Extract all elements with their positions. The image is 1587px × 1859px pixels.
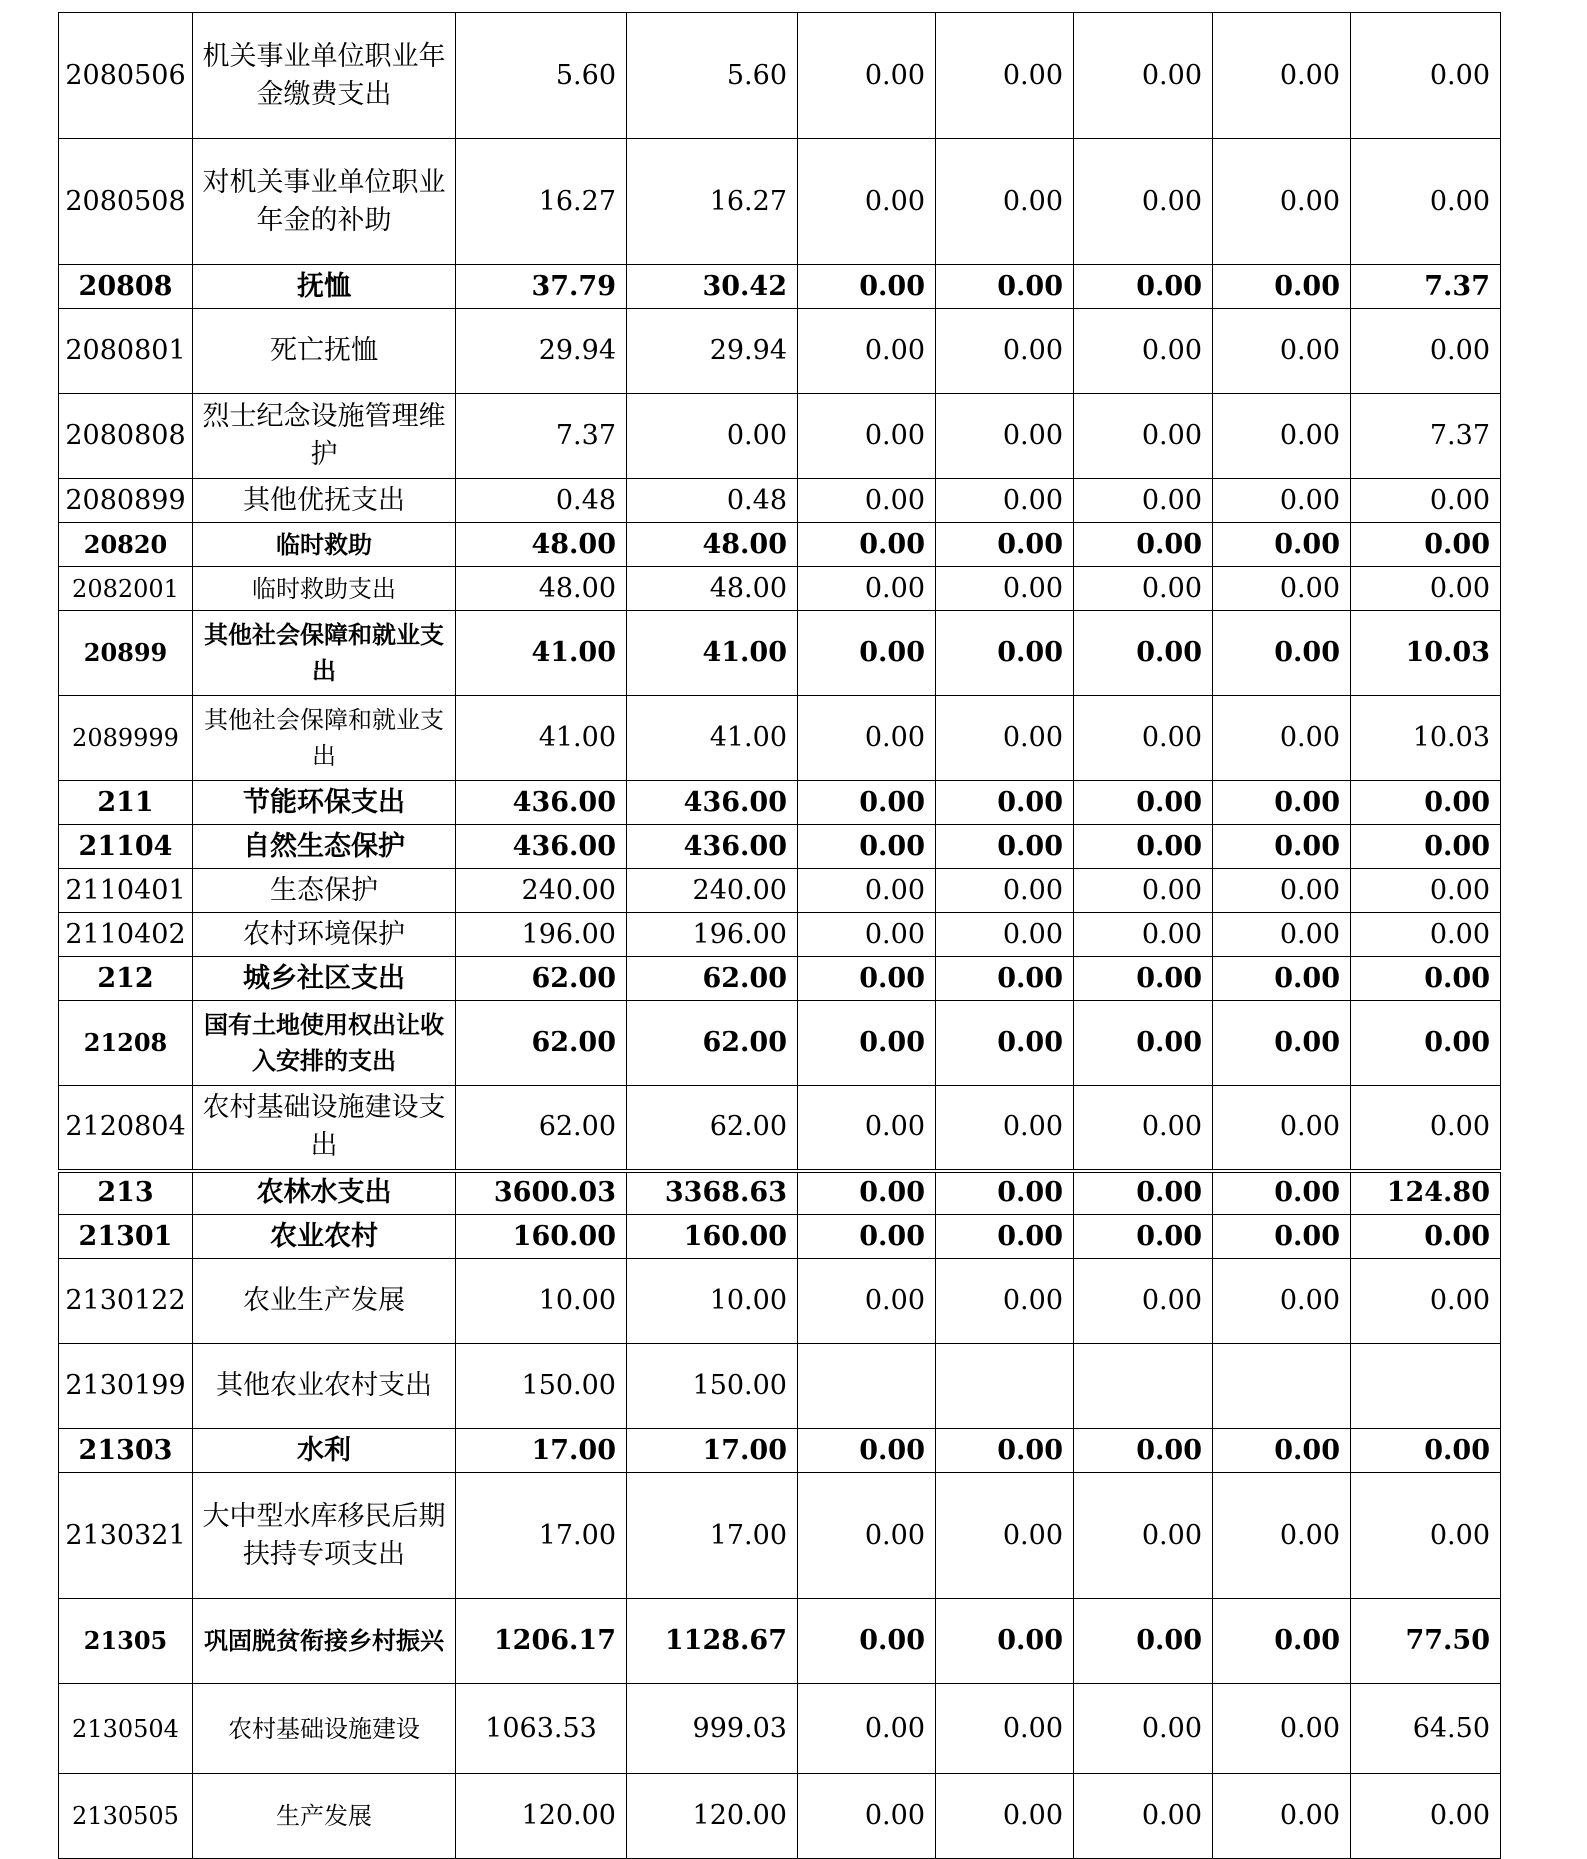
amount-cell: 0.00: [1074, 309, 1213, 394]
amount-cell: 48.00: [456, 567, 627, 611]
amount-cell: 0.00: [1213, 1429, 1351, 1473]
table-row: [59, 479, 1501, 523]
amount-cell: 0.00: [798, 825, 936, 869]
table-row: [59, 825, 1501, 869]
amount-cell: 62.00: [627, 957, 798, 1001]
amount-cell: 0.00: [936, 696, 1074, 781]
amount-cell: 0.00: [1074, 265, 1213, 309]
subject-code-cell: 20820: [59, 523, 193, 567]
amount-cell: 0.00: [1074, 1086, 1213, 1171]
subject-code-cell: 2080899: [59, 479, 193, 523]
table-row: [59, 1599, 1501, 1684]
amount-cell: 62.00: [627, 1001, 798, 1086]
table-row: [59, 567, 1501, 611]
subject-name-cell: 对机关事业单位职业年金的补助: [193, 139, 456, 265]
amount-cell: 0.00: [1074, 479, 1213, 523]
amount-cell: 0.00: [798, 1429, 936, 1473]
amount-cell: 16.27: [456, 139, 627, 265]
amount-cell: 0.00: [798, 1599, 936, 1684]
table-row: [59, 781, 1501, 825]
amount-cell: 196.00: [456, 913, 627, 957]
amount-cell: 0.00: [1213, 696, 1351, 781]
amount-cell: 0.00: [798, 479, 936, 523]
amount-cell: 0.00: [798, 1684, 936, 1774]
table-row: [59, 13, 1501, 139]
amount-cell: 16.27: [627, 139, 798, 265]
amount-cell: 0.00: [798, 611, 936, 696]
subject-name-cell: 国有土地使用权出让收入安排的支出: [193, 1001, 456, 1086]
amount-cell: 0.00: [936, 1001, 1074, 1086]
amount-cell: 0.00: [798, 1774, 936, 1859]
subject-name-cell: 抚恤: [193, 265, 456, 309]
amount-cell: 0.00: [798, 1473, 936, 1599]
amount-cell: 0.00: [1351, 781, 1501, 825]
table-row: [59, 1473, 1501, 1599]
amount-cell: 37.79: [456, 265, 627, 309]
amount-cell: 41.00: [627, 696, 798, 781]
amount-cell: 41.00: [627, 611, 798, 696]
subject-name-cell: 农村基础设施建设: [193, 1684, 456, 1774]
amount-cell: 0.00: [1351, 1215, 1501, 1259]
amount-cell: 0.00: [936, 139, 1074, 265]
subject-name-cell: 生产发展: [193, 1774, 456, 1859]
amount-cell: 0.00: [798, 139, 936, 265]
amount-cell: 62.00: [456, 1001, 627, 1086]
subject-code-cell: 2130321: [59, 1473, 193, 1599]
amount-cell: 10.00: [627, 1259, 798, 1344]
subject-name-cell: 烈士纪念设施管理维护: [193, 394, 456, 479]
amount-cell: 7.37: [456, 394, 627, 479]
amount-cell: 0.00: [1074, 957, 1213, 1001]
table-row: [59, 1086, 1501, 1171]
table-row: [59, 913, 1501, 957]
subject-code-cell: 2130122: [59, 1259, 193, 1344]
amount-cell: 0.00: [936, 1473, 1074, 1599]
amount-cell: 160.00: [627, 1215, 798, 1259]
amount-cell: 0.00: [1074, 1599, 1213, 1684]
amount-cell: 17.00: [456, 1473, 627, 1599]
amount-cell: 0.00: [1074, 139, 1213, 265]
amount-cell: [798, 1344, 936, 1429]
amount-cell: 0.00: [1213, 479, 1351, 523]
subject-name-cell: 其他社会保障和就业支出: [193, 696, 456, 781]
amount-cell: 0.00: [1213, 1774, 1351, 1859]
amount-cell: 0.00: [1213, 1473, 1351, 1599]
amount-cell: 0.00: [1213, 1086, 1351, 1171]
amount-cell: 0.00: [798, 1086, 936, 1171]
amount-cell: 0.00: [1074, 1001, 1213, 1086]
amount-cell: 0.00: [1351, 523, 1501, 567]
amount-cell: 0.00: [1074, 1429, 1213, 1473]
amount-cell: 29.94: [456, 309, 627, 394]
table-row: [59, 139, 1501, 265]
amount-cell: 0.00: [1074, 869, 1213, 913]
amount-cell: 150.00: [456, 1344, 627, 1429]
amount-cell: 10.00: [456, 1259, 627, 1344]
subject-code-cell: 2110401: [59, 869, 193, 913]
amount-cell: 0.00: [1213, 1171, 1351, 1215]
subject-code-cell: 2130504: [59, 1684, 193, 1774]
table-row: [59, 1171, 1501, 1215]
table-row: [59, 1684, 1501, 1774]
amount-cell: 0.00: [798, 1001, 936, 1086]
amount-cell: 7.37: [1351, 265, 1501, 309]
subject-code-cell: 20808: [59, 265, 193, 309]
subject-code-cell: 21104: [59, 825, 193, 869]
amount-cell: 7.37: [1351, 394, 1501, 479]
amount-cell: 62.00: [456, 957, 627, 1001]
subject-name-cell: 水利: [193, 1429, 456, 1473]
amount-cell: 0.00: [1351, 479, 1501, 523]
table-row: [59, 957, 1501, 1001]
amount-cell: 436.00: [456, 781, 627, 825]
amount-cell: 0.00: [936, 479, 1074, 523]
subject-code-cell: 21303: [59, 1429, 193, 1473]
expenditure-table: [58, 12, 1501, 1859]
amount-cell: 1128.67: [627, 1599, 798, 1684]
amount-cell: 5.60: [456, 13, 627, 139]
amount-cell: 0.00: [798, 913, 936, 957]
amount-cell: 0.00: [1213, 1001, 1351, 1086]
amount-cell: 30.42: [627, 265, 798, 309]
amount-cell: 0.00: [798, 265, 936, 309]
subject-code-cell: 2080808: [59, 394, 193, 479]
amount-cell: 160.00: [456, 1215, 627, 1259]
amount-cell: 0.00: [936, 611, 1074, 696]
amount-cell: 0.00: [1213, 957, 1351, 1001]
amount-cell: 0.00: [798, 394, 936, 479]
amount-cell: 0.00: [936, 1086, 1074, 1171]
amount-cell: 0.00: [1213, 523, 1351, 567]
amount-cell: 0.00: [1074, 1684, 1213, 1774]
amount-cell: 0.00: [1213, 265, 1351, 309]
amount-cell: 0.00: [1213, 611, 1351, 696]
amount-cell: 0.00: [1351, 869, 1501, 913]
subject-name-cell: 其他社会保障和就业支出: [193, 611, 456, 696]
subject-name-cell: 死亡抚恤: [193, 309, 456, 394]
amount-cell: 0.00: [1351, 309, 1501, 394]
amount-cell: 0.00: [936, 1215, 1074, 1259]
amount-cell: 0.48: [456, 479, 627, 523]
subject-name-cell: 其他优抚支出: [193, 479, 456, 523]
amount-cell: 0.00: [1213, 1684, 1351, 1774]
amount-cell: 17.00: [627, 1473, 798, 1599]
amount-cell: 0.00: [936, 957, 1074, 1001]
amount-cell: 0.00: [627, 394, 798, 479]
amount-cell: 0.00: [1213, 394, 1351, 479]
amount-cell: 0.00: [1074, 1473, 1213, 1599]
amount-cell: 29.94: [627, 309, 798, 394]
amount-cell: [1351, 1344, 1501, 1429]
amount-cell: 0.00: [1074, 13, 1213, 139]
amount-cell: 0.00: [798, 523, 936, 567]
amount-cell: 0.00: [1213, 567, 1351, 611]
subject-name-cell: 农村基础设施建设支出: [193, 1086, 456, 1171]
amount-cell: 62.00: [627, 1086, 798, 1171]
amount-cell: 0.00: [1351, 1259, 1501, 1344]
amount-cell: 0.00: [1213, 1215, 1351, 1259]
amount-cell: [936, 1344, 1074, 1429]
subject-name-cell: 城乡社区支出: [193, 957, 456, 1001]
subject-code-cell: 2080508: [59, 139, 193, 265]
table-row: [59, 869, 1501, 913]
table-body: [59, 13, 1501, 1859]
subject-name-cell: 农业农村: [193, 1215, 456, 1259]
table-row: [59, 1215, 1501, 1259]
amount-cell: 436.00: [627, 781, 798, 825]
amount-cell: 0.00: [1213, 825, 1351, 869]
amount-cell: 17.00: [456, 1429, 627, 1473]
table-row: [59, 265, 1501, 309]
amount-cell: 196.00: [627, 913, 798, 957]
subject-name-cell: 机关事业单位职业年金缴费支出: [193, 13, 456, 139]
amount-cell: 0.00: [1074, 1215, 1213, 1259]
subject-code-cell: 21208: [59, 1001, 193, 1086]
amount-cell: [1213, 1344, 1351, 1429]
amount-cell: 240.00: [627, 869, 798, 913]
amount-cell: 41.00: [456, 696, 627, 781]
amount-cell: 0.00: [1351, 1473, 1501, 1599]
amount-cell: 124.80: [1351, 1171, 1501, 1215]
subject-code-cell: 21301: [59, 1215, 193, 1259]
subject-code-cell: 2089999: [59, 696, 193, 781]
amount-cell: 0.00: [1074, 825, 1213, 869]
subject-name-cell: 节能环保支出: [193, 781, 456, 825]
subject-code-cell: 2080506: [59, 13, 193, 139]
amount-cell: 0.00: [936, 394, 1074, 479]
subject-code-cell: 2110402: [59, 913, 193, 957]
amount-cell: 0.00: [1351, 825, 1501, 869]
table-row: [59, 1429, 1501, 1473]
amount-cell: 0.00: [936, 309, 1074, 394]
amount-cell: 0.00: [1213, 781, 1351, 825]
amount-cell: 0.00: [1213, 139, 1351, 265]
amount-cell: 0.00: [1074, 781, 1213, 825]
table-row: [59, 1344, 1501, 1429]
amount-cell: 64.50: [1351, 1684, 1501, 1774]
subject-name-cell: 自然生态保护: [193, 825, 456, 869]
amount-cell: 0.00: [1213, 869, 1351, 913]
subject-name-cell: 生态保护: [193, 869, 456, 913]
amount-cell: 436.00: [456, 825, 627, 869]
amount-cell: [1074, 1344, 1213, 1429]
amount-cell: 41.00: [456, 611, 627, 696]
amount-cell: 0.00: [1074, 1259, 1213, 1344]
amount-cell: 0.00: [1074, 567, 1213, 611]
amount-cell: 0.00: [1351, 1774, 1501, 1859]
amount-cell: 0.00: [936, 523, 1074, 567]
amount-cell: 10.03: [1351, 611, 1501, 696]
subject-name-cell: 临时救助支出: [193, 567, 456, 611]
amount-cell: 17.00: [627, 1429, 798, 1473]
amount-cell: 77.50: [1351, 1599, 1501, 1684]
amount-cell: 0.00: [1213, 913, 1351, 957]
subject-name-cell: 大中型水库移民后期扶持专项支出: [193, 1473, 456, 1599]
table-row: [59, 523, 1501, 567]
subject-code-cell: 2130199: [59, 1344, 193, 1429]
amount-cell: 0.00: [936, 1599, 1074, 1684]
amount-cell: 48.00: [627, 567, 798, 611]
amount-cell: 0.00: [1074, 696, 1213, 781]
table-row: [59, 1001, 1501, 1086]
subject-code-cell: 2080801: [59, 309, 193, 394]
amount-cell: 999.03: [627, 1684, 798, 1774]
subject-name-cell: 农村环境保护: [193, 913, 456, 957]
subject-code-cell: 2120804: [59, 1086, 193, 1171]
subject-code-cell: 20899: [59, 611, 193, 696]
amount-cell: 0.00: [798, 957, 936, 1001]
table-row: [59, 696, 1501, 781]
amount-cell: 0.48: [627, 479, 798, 523]
table-row: [59, 309, 1501, 394]
amount-cell: 0.00: [936, 13, 1074, 139]
subject-name-cell: 巩固脱贫衔接乡村振兴: [193, 1599, 456, 1684]
amount-cell: 0.00: [798, 567, 936, 611]
amount-cell: 0.00: [798, 1171, 936, 1215]
amount-cell: 0.00: [798, 781, 936, 825]
amount-cell: 1063.53: [456, 1684, 627, 1774]
subject-code-cell: 21305: [59, 1599, 193, 1684]
amount-cell: 48.00: [456, 523, 627, 567]
subject-name-cell: 临时救助: [193, 523, 456, 567]
amount-cell: 0.00: [1074, 523, 1213, 567]
amount-cell: 0.00: [936, 265, 1074, 309]
amount-cell: 48.00: [627, 523, 798, 567]
amount-cell: 0.00: [1213, 1259, 1351, 1344]
amount-cell: 0.00: [1351, 567, 1501, 611]
table-row: [59, 611, 1501, 696]
amount-cell: 0.00: [936, 1429, 1074, 1473]
amount-cell: 0.00: [1351, 139, 1501, 265]
amount-cell: 120.00: [456, 1774, 627, 1859]
table-row: [59, 1774, 1501, 1859]
subject-code-cell: 213: [59, 1171, 193, 1215]
subject-code-cell: 2130505: [59, 1774, 193, 1859]
subject-code-cell: 211: [59, 781, 193, 825]
amount-cell: 0.00: [1213, 1599, 1351, 1684]
amount-cell: 0.00: [1351, 1001, 1501, 1086]
amount-cell: 0.00: [1074, 1171, 1213, 1215]
amount-cell: 62.00: [456, 1086, 627, 1171]
amount-cell: 5.60: [627, 13, 798, 139]
amount-cell: 120.00: [627, 1774, 798, 1859]
amount-cell: 150.00: [627, 1344, 798, 1429]
amount-cell: 0.00: [798, 869, 936, 913]
amount-cell: 0.00: [936, 781, 1074, 825]
amount-cell: 3368.63: [627, 1171, 798, 1215]
amount-cell: 0.00: [1351, 13, 1501, 139]
amount-cell: 0.00: [1074, 913, 1213, 957]
amount-cell: 10.03: [1351, 696, 1501, 781]
amount-cell: 0.00: [936, 1684, 1074, 1774]
amount-cell: 0.00: [936, 913, 1074, 957]
amount-cell: 0.00: [1074, 1774, 1213, 1859]
amount-cell: 0.00: [936, 1259, 1074, 1344]
table-row: [59, 394, 1501, 479]
amount-cell: 0.00: [936, 825, 1074, 869]
amount-cell: 0.00: [936, 567, 1074, 611]
amount-cell: 0.00: [936, 869, 1074, 913]
subject-code-cell: 2082001: [59, 567, 193, 611]
amount-cell: 0.00: [1074, 394, 1213, 479]
amount-cell: 0.00: [936, 1171, 1074, 1215]
subject-name-cell: 农业生产发展: [193, 1259, 456, 1344]
subject-name-cell: 其他农业农村支出: [193, 1344, 456, 1429]
amount-cell: 0.00: [798, 696, 936, 781]
amount-cell: 0.00: [798, 13, 936, 139]
amount-cell: 0.00: [798, 309, 936, 394]
amount-cell: 0.00: [1351, 957, 1501, 1001]
amount-cell: 240.00: [456, 869, 627, 913]
subject-name-cell: 农林水支出: [193, 1171, 456, 1215]
amount-cell: 0.00: [798, 1215, 936, 1259]
amount-cell: 1206.17: [456, 1599, 627, 1684]
amount-cell: 3600.03: [456, 1171, 627, 1215]
amount-cell: 0.00: [1213, 13, 1351, 139]
amount-cell: 0.00: [1351, 1429, 1501, 1473]
amount-cell: 0.00: [1213, 309, 1351, 394]
table-row: [59, 1259, 1501, 1344]
subject-code-cell: 212: [59, 957, 193, 1001]
amount-cell: 0.00: [1351, 1086, 1501, 1171]
amount-cell: 0.00: [936, 1774, 1074, 1859]
amount-cell: 436.00: [627, 825, 798, 869]
amount-cell: 0.00: [1074, 611, 1213, 696]
amount-cell: 0.00: [798, 1259, 936, 1344]
amount-cell: 0.00: [1351, 913, 1501, 957]
